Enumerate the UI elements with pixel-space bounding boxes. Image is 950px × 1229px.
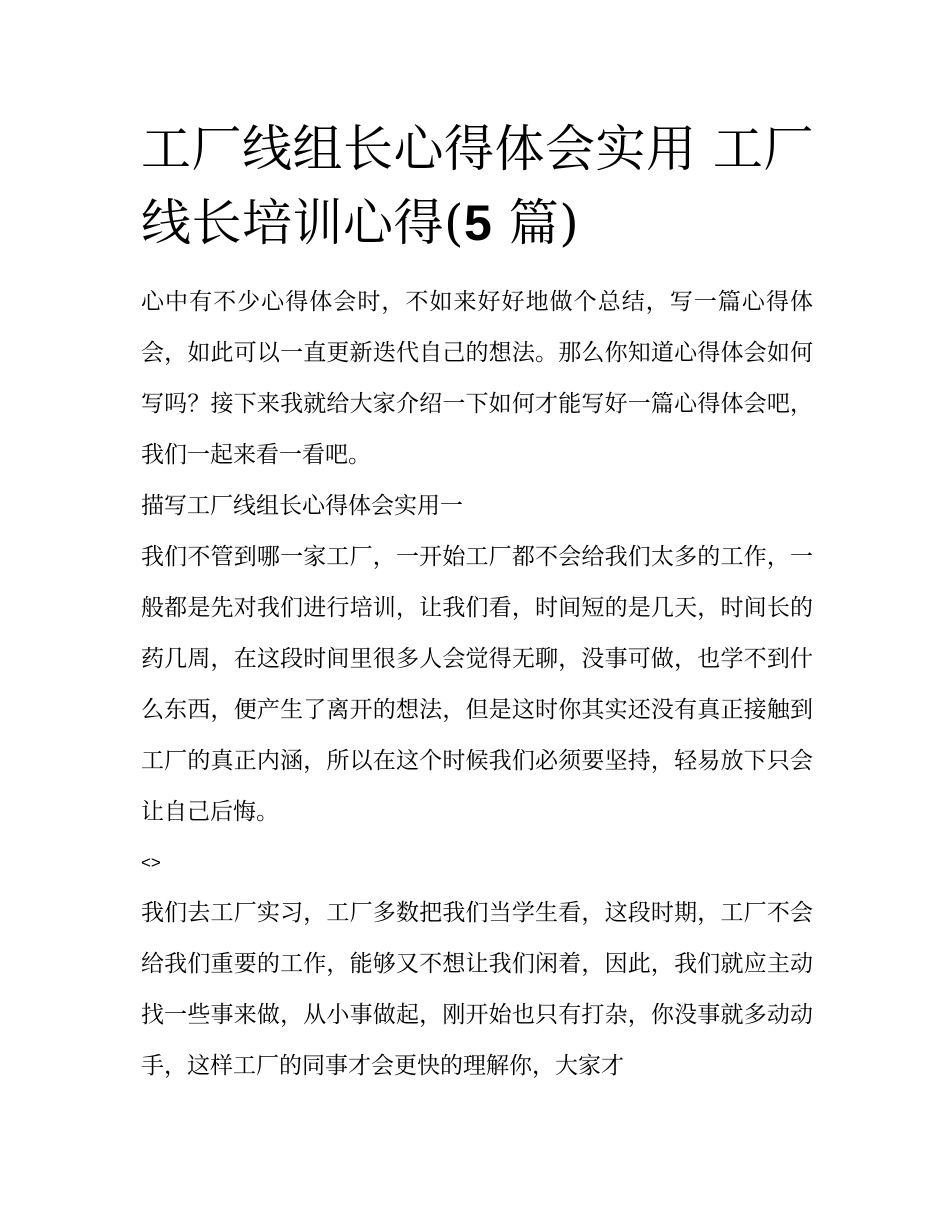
separator-marker: <>: [141, 853, 161, 872]
body-paragraph-2: 我们去工厂实习，工厂多数把我们当学生看，这段时期，工厂不会给我们重要的工作，能够又不想让我们闲着，因此，我们就应主动找一些事来做，从小事做起，刚开始也只有打杂，你没事就多动动手，这样工厂的同事才会更快的理解你，大家才: [141, 900, 813, 1079]
document-body: [141, 277, 813, 1092]
intro-paragraph: 心中有不少心得体会时，不如来好好地做个总结，写一篇心得体会，如此可以一直更新迭代自己的想法。那么你知道心得体会如何写吗？接下来我就给大家介绍一下如何才能写好一篇心得体会吧，我们一起来看一看吧。: [141, 289, 813, 468]
title-number: 5: [464, 195, 493, 251]
body-paragraph-1: 我们不管到哪一家工厂，一开始工厂都不会给我们太多的工作，一般都是先对我们进行培训，让我们看，时间短的是几天，时间长的药几周，在这段时间里很多人会觉得无聊，没事可做，也学不到什么东西，便产生了离开的想法，但是这时你其实还没有真正接触到工厂的真正内涵，所以在这个时候我们必须要坚持，轻易放下只会让自己后悔。: [141, 544, 813, 825]
title-text-part1: 工厂线组长心得体会实用 工厂线长培训心得(: [141, 120, 814, 252]
title-text-part2: 篇): [492, 194, 580, 252]
section-heading: 描写工厂线组长心得体会实用一: [141, 493, 463, 519]
document-title: [141, 112, 821, 260]
